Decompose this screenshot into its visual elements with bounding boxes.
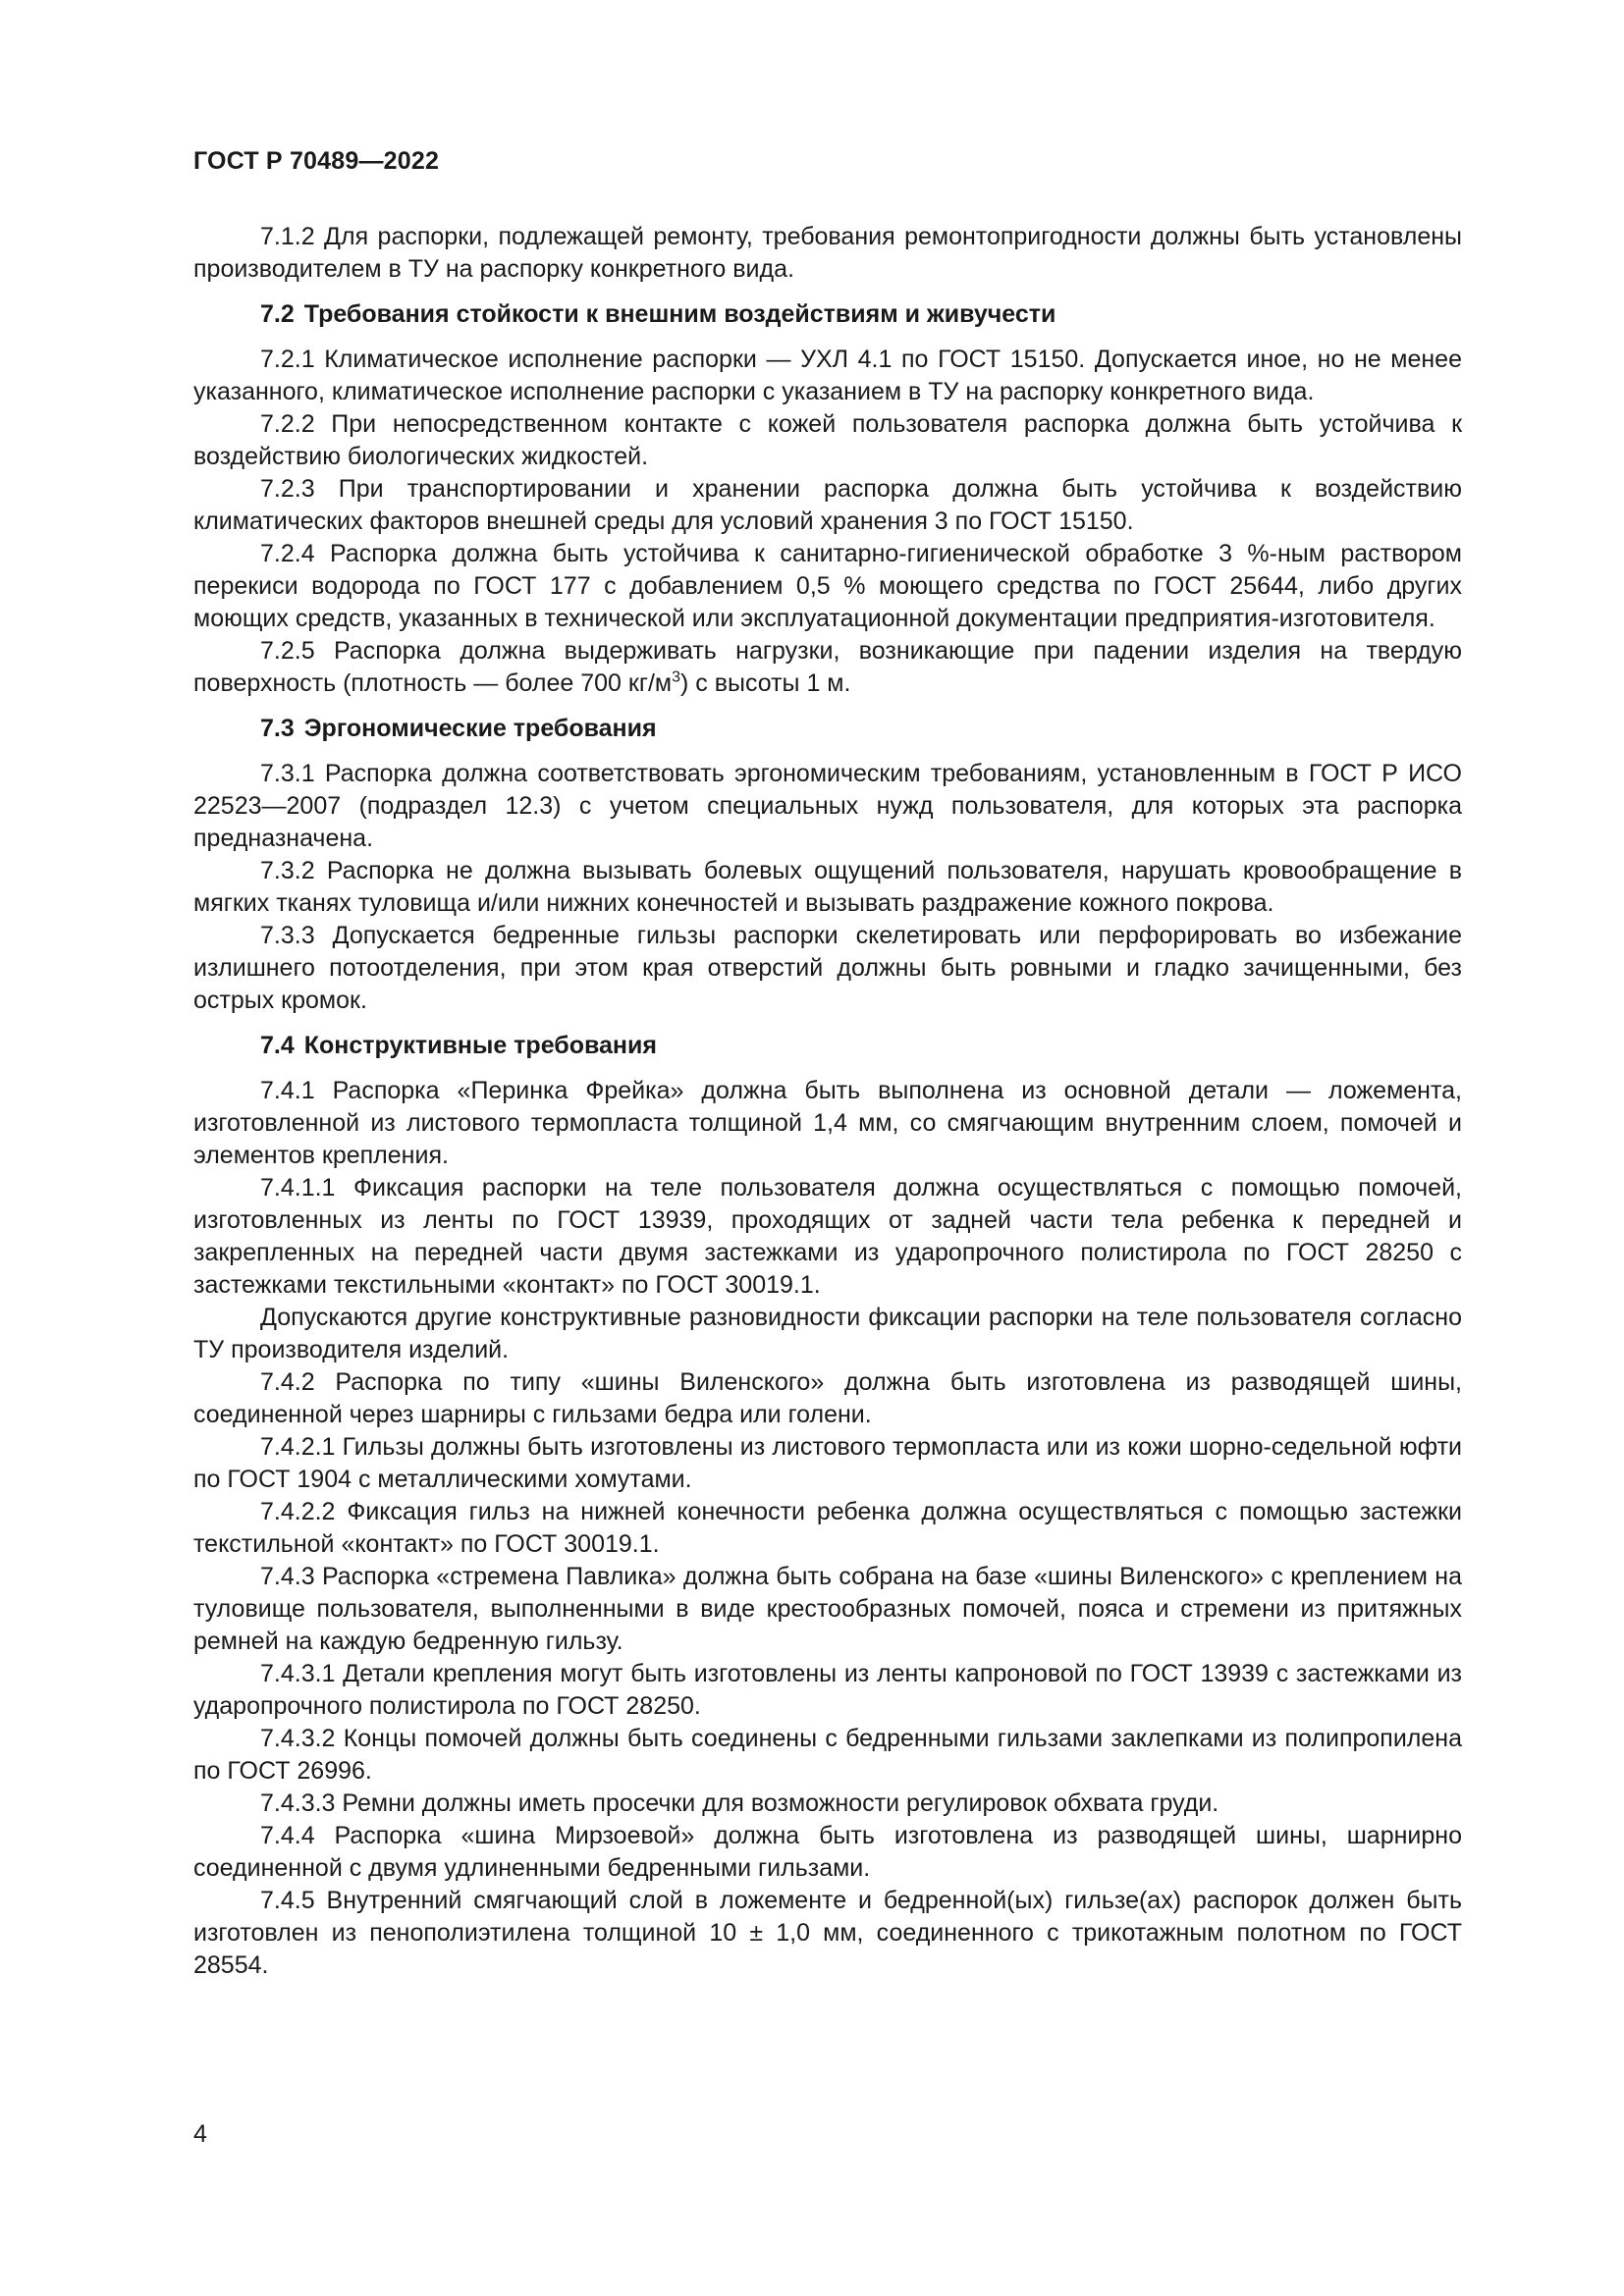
paragraph-7-4-3-1: 7.4.3.1 Детали крепления могут быть изготовлены из ленты капроновой по ГОСТ 13939 с застежками из ударопрочного полистирола по ГОСТ 28250. — [193, 1660, 1462, 1720]
section-title: Конструктивные требования — [303, 1032, 657, 1059]
section-number: 7.2 — [260, 300, 295, 328]
paragraph-7-4-5: 7.4.5 Внутренний смягчающий слой в ложементе и бедренной(ых) гильзе(ах) распорок должен быть изготовлен из пенополиэтилена толщиной 10 ± 1,0 мм, соединенного с трикотажным полотном по ГОСТ 28554. — [193, 1887, 1462, 1979]
paragraph-text: 7.2.5 Распорка должна выдерживать нагрузки, возникающие при падении изделия на твердую поверхность (плотность — более 700 кг/м — [193, 637, 1462, 697]
section-heading-7-2 — [193, 298, 1462, 331]
page-number: 4 — [193, 2120, 207, 2148]
document-body — [193, 221, 1462, 1982]
paragraph-7-4-3-3: 7.4.3.3 Ремни должны иметь просечки для возможности регулировок обхвата груди. — [260, 1789, 1219, 1817]
paragraph-7-4-1: 7.4.1 Распорка «Перинка Фрейка» должна быть выполнена из основной детали — ложемента, изготовленной из листового термопласта толщиной 1,4 мм, со смягчающим внутренним слоем, помочей и элементов крепления. — [193, 1077, 1462, 1169]
section-title: Требования стойкости к внешним воздействиям и живучести — [303, 300, 1056, 328]
paragraph-text: ) с высоты 1 м. — [679, 669, 851, 697]
section-number: 7.4 — [260, 1032, 295, 1059]
paragraph-7-4-4: 7.4.4 Распорка «шина Мирзоевой» должна быть изготовлена из разводящей шины, шарнирно соединенной с двумя удлиненными бедренными гильзами. — [193, 1822, 1462, 1882]
paragraph-7-4-3-2: 7.4.3.2 Концы помочей должны быть соединены с бедренными гильзами заклепками из полипропилена по ГОСТ 26996. — [193, 1725, 1462, 1785]
paragraph-7-2-3: 7.2.3 При транспортировании и хранении распорка должна быть устойчива к воздействию климатических факторов внешней среды для условий хранения 3 по ГОСТ 15150. — [193, 475, 1462, 535]
section-title: Эргономические требования — [303, 715, 657, 742]
paragraph-7-3-1: 7.3.1 Распорка должна соответствовать эргономическим требованиям, установленным в ГОСТ Р ИСО 22523—2007 (подраздел 12.3) с учетом специальных нужд пользователя, для которых эта распорка предназначена. — [193, 760, 1462, 852]
paragraph-7-4-3: 7.4.3 Распорка «стремена Павлика» должна быть собрана на базе «шины Виленского» с креплением на туловище пользователя, выполненными в виде крестообразных помочей, пояса и стремени из притяжных ремней на каждую бедренную гильзу. — [193, 1563, 1462, 1655]
section-heading-7-3 — [193, 713, 1462, 745]
paragraph-7-2-4: 7.2.4 Распорка должна быть устойчива к санитарно-гигиенической обработке 3 %-ным раствором перекиси водорода по ГОСТ 177 с добавлением 0,5 % моющего средства по ГОСТ 25644, либо других моющих средств, указанных в технической или эксплуатационной документации предприятия-изготовителя. — [193, 540, 1462, 632]
paragraph-7-2-1: 7.2.1 Климатическое исполнение распорки — УХЛ 4.1 по ГОСТ 15150. Допускается иное, но не менее указанного, климатическое исполнение распорки с указанием в ТУ на распорку конкретного вида. — [193, 346, 1462, 405]
document-id-header: ГОСТ Р 70489—2022 — [193, 147, 440, 175]
paragraph-7-4-1-1: 7.4.1.1 Фиксация распорки на теле пользователя должна осуществляться с помощью помочей, изготовленных из ленты по ГОСТ 13939, проходящих от задней части тела ребенка к передней и закрепленных на передней части двумя застежками из ударопрочного полистирола по ГОСТ 28250 с застежками текстильными «контакт» по ГОСТ 30019.1. — [193, 1174, 1462, 1299]
section-heading-7-4 — [193, 1030, 1462, 1062]
paragraph-7-4-2: 7.4.2 Распорка по типу «шины Виленского» должна быть изготовлена из разводящей шины, соединенной через шарниры с гильзами бедра или голени. — [193, 1368, 1462, 1428]
paragraph-7-2-5 — [193, 635, 1462, 700]
paragraph-7-4-1-1-note: Допускаются другие конструктивные разновидности фиксации распорки на теле пользователя согласно ТУ производителя изделий. — [193, 1304, 1462, 1363]
paragraph-7-3-3: 7.3.3 Допускается бедренные гильзы распорки скелетировать или перфорировать во избежание излишнего потоотделения, при этом края отверстий должны быть ровными и гладко зачищенными, без острых кромок. — [193, 922, 1462, 1014]
paragraph-7-4-2-2: 7.4.2.2 Фиксация гильз на нижней конечности ребенка должна осуществляться с помощью застежки текстильной «контакт» по ГОСТ 30019.1. — [193, 1498, 1462, 1558]
paragraph-7-4-2-1: 7.4.2.1 Гильзы должны быть изготовлены из листового термопласта или из кожи шорно-седельной юфти по ГОСТ 1904 с металлическими хомутами. — [193, 1433, 1462, 1493]
paragraph-7-2-2: 7.2.2 При непосредственном контакте с кожей пользователя распорка должна быть устойчива к воздействию биологических жидкостей. — [193, 410, 1462, 470]
paragraph-7-1-2: 7.1.2 Для распорки, подлежащей ремонту, требования ремонтопригодности должны быть установлены производителем в ТУ на распорку конкретного вида. — [193, 223, 1462, 283]
section-number: 7.3 — [260, 715, 295, 742]
paragraph-7-3-2: 7.3.2 Распорка не должна вызывать болевых ощущений пользователя, нарушать кровообращение в мягких тканях туловища и/или нижних конечностей и вызывать раздражение кожного покрова. — [193, 857, 1462, 917]
superscript: 3 — [672, 668, 680, 686]
